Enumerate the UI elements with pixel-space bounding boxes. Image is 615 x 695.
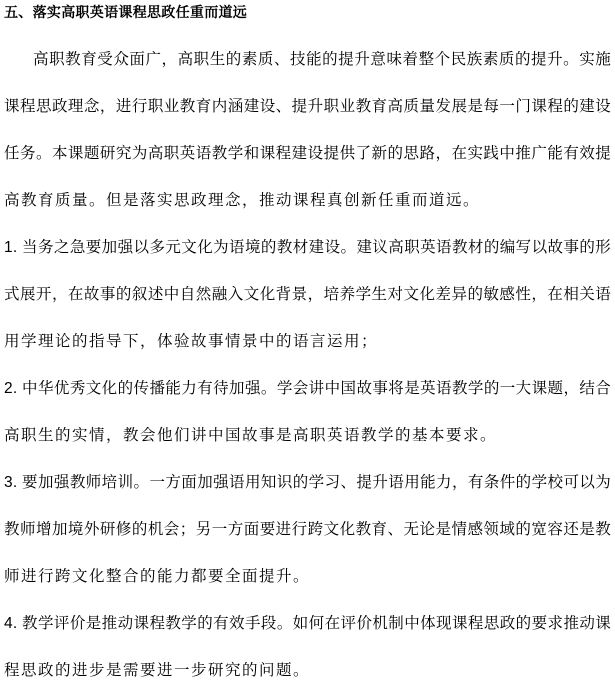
numbered-item-1: [4, 224, 611, 365]
text-line: 2. 中华优秀文化的传播能力有待加强。学会讲中国故事将是英语教学的一大课题，结合: [4, 380, 611, 397]
text-line: 任务。本课题研究为高职英语教学和课程建设提供了新的思路，在实践中推广能有效提: [4, 145, 611, 162]
numbered-item-4: [4, 600, 611, 694]
text-line: 高职生的实情，教会他们讲中国故事是高职英语教学的基本要求。: [4, 427, 498, 444]
section-heading: 五、落实高职英语课程思政任重而道远: [4, 4, 248, 20]
text-line: 1. 当务之急要加强以多元文化为语境的教材建设。建议高职英语教材的编写以故事的形: [4, 239, 611, 256]
text-line: 课程思政理念，进行职业教育内涵建设、提升职业教育高质量发展是每一门课程的建设: [4, 98, 611, 115]
numbered-item-3: [4, 459, 611, 600]
intro-paragraph: [4, 36, 611, 224]
text-line: 4. 教学评价是推动课程教学的有效手段。如何在评价机制中体现课程思政的要求推动课: [4, 615, 611, 632]
text-line: 高教育质量。但是落实思政理念，推动课程真创新任重而道远。: [4, 192, 481, 209]
text-line: 师进行跨文化整合的能力都要全面提升。: [4, 568, 311, 585]
text-line: 式展开，在故事的叙述中自然融入文化背景，培养学生对文化差异的敏感性，在相关语: [4, 286, 611, 303]
text-line: 高职教育受众面广，高职生的素质、技能的提升意味着整个民族素质的提升。实施: [33, 51, 611, 68]
text-line: 程思政的进步是需要进一步研究的问题。: [4, 662, 311, 679]
numbered-item-2: [4, 365, 611, 459]
text-line: 3. 要加强教师培训。一方面加强语用知识的学习、提升语用能力，有条件的学校可以为: [4, 474, 611, 491]
text-line: 教师增加境外研修的机会；另一方面要进行跨文化教育、无论是情感领域的宽容还是教: [4, 521, 611, 538]
text-line: 用学理论的指导下，体验故事情景中的语言运用；: [4, 333, 379, 350]
